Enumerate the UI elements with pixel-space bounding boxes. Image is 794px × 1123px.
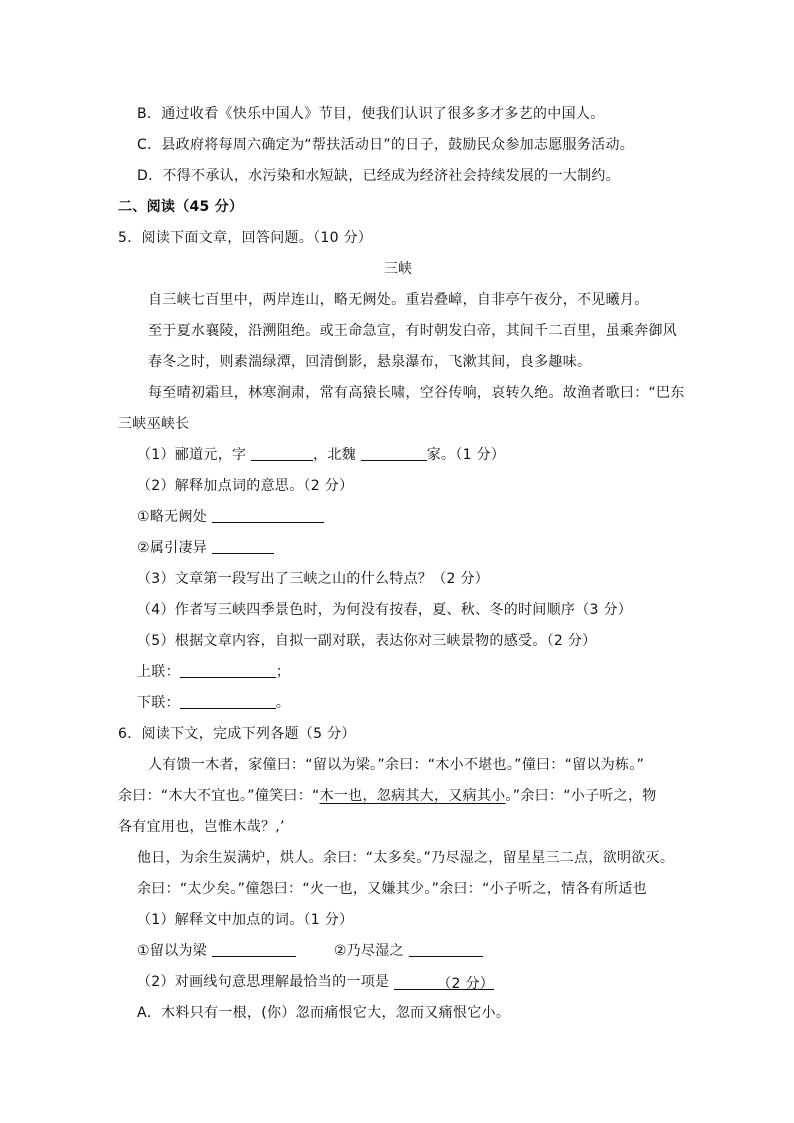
passage2-line-5: 余曰：“太少矣。”僮怨曰：“火一也，又嫌其少。”余曰：“小子听之，情各有所适也 (137, 881, 647, 897)
section-heading: 二、阅读（45 分） (118, 199, 244, 215)
question-6-prompt: 6．阅读下文，完成下列各题（5 分） (118, 726, 356, 742)
question-6-2 (137, 973, 494, 991)
couplet-lower-end: 。 (275, 695, 291, 711)
couplet-lower (137, 694, 290, 712)
passage-paragraph-2b: 春冬之时，则素湍绿潭，回清倒影，悬泉瀑布，飞漱其间，良多趣味。 (148, 354, 592, 370)
option-a: A．木料只有一根，(你）忽而痛恨它大，忽而又痛恨它小。 (137, 1005, 511, 1021)
q5-1-text-c: 家。（1 分） (426, 447, 506, 463)
passage2-line-2 (118, 787, 657, 805)
question-5-2: （2）解释加点词的意思。（2 分） (137, 478, 354, 494)
couplet-upper-label: 上联： (137, 664, 180, 680)
underlined-sentence: 木一也，忽病其大，又病其小 (319, 788, 506, 804)
passage2-line-4: 他日，为余生炭满炉，烘人。余曰：“太多矣。”乃尽湿之，留星星三二点，欲明欲灭。 (137, 850, 675, 866)
passage2-line-2-b: 。”余曰：“小子听之，物 (505, 788, 657, 804)
question-5-5: （5）根据文章内容，自拟一副对联，表达你对三峡景物的感受。（2 分） (137, 633, 597, 649)
option-c: C．县政府将每周六确定为“帮扶活动日”的日子，鼓励民众参加志愿服务活动。 (137, 137, 635, 153)
answer-blank-6-2[interactable] (394, 975, 494, 990)
q5-2-1-text: ①略无阙处 (137, 509, 212, 525)
answer-blank-identity[interactable] (361, 446, 427, 461)
answer-blank-6-1-2[interactable] (409, 942, 483, 957)
question-5-2-item-2 (137, 539, 274, 557)
q5-1-text-b: ，北魏 (313, 447, 361, 463)
q6-2-score: （2 分） (437, 976, 495, 992)
answer-blank-6-1-1[interactable] (212, 942, 296, 957)
couplet-lower-label: 下联： (137, 695, 180, 711)
answer-blank-lower[interactable] (180, 694, 276, 709)
q6-1-2-text: ②乃尽湿之 (333, 943, 409, 959)
passage-title: 三峡 (384, 261, 412, 277)
answer-blank-upper[interactable] (180, 663, 276, 678)
couplet-upper-end: ； (275, 664, 291, 680)
q6-2-text: （2）对画线句意思理解最恰当的一项是 (137, 974, 395, 990)
couplet-upper (137, 663, 290, 681)
answer-blank-5-2-1[interactable] (212, 508, 324, 523)
question-5-2-item-1 (137, 508, 324, 526)
passage2-line-2-a: 余曰：“木大不宜也。”僮笑曰：“ (118, 788, 320, 804)
question-5-3: （3）文章第一段写出了三峡之山的什么特点？（2 分） (137, 571, 490, 587)
question-6-1-items (137, 942, 483, 960)
q5-2-2-text: ②属引凄异 (137, 540, 212, 556)
question-5-4: （4）作者写三峡四季景色时，为何没有按春，夏、秋、冬的时间顺序（3 分） (137, 602, 633, 618)
option-b: B．通过收看《快乐中国人》节目，使我们认识了很多多才多艺的中国人。 (137, 106, 605, 122)
question-5-1 (137, 446, 505, 464)
passage-paragraph-2a: 至于夏水襄陵，沿溯阻绝。或王命急宣，有时朝发白帝，其间千二百里，虽乘奔御风 (148, 323, 678, 339)
answer-blank-zi[interactable] (251, 446, 313, 461)
question-6-1: （1）解释文中加点的词。（1 分） (137, 912, 354, 928)
passage2-line-3: 各有宜用也，岂惟木哉？,’ (118, 819, 285, 835)
passage2-line-1: 人有馈一木者，家僮曰：“留以为梁。”余曰：“木小不堪也。”僮曰：“留以为栋。” (148, 757, 645, 773)
q6-1-1-text: ①留以为梁 (137, 943, 212, 959)
passage-paragraph-3b: 三峡巫峡长 (118, 416, 190, 432)
passage-paragraph-3a: 每至晴初霜旦，林寒涧肃，常有高猿长啸，空谷传响，哀转久绝。故渔者歌曰：“巴东 (148, 385, 685, 401)
passage-paragraph-1: 自三峡七百里中，两岸连山，略无阙处。重岩叠嶂，自非亭午夜分，不见曦月。 (148, 292, 649, 308)
option-d: D．不得不承认，水污染和水短缺，已经成为经济社会持续发展的一大制约。 (137, 168, 620, 184)
question-5-prompt: 5．阅读下面文章，回答问题。（10 分） (118, 230, 373, 246)
q5-1-text: （1）郦道元，字 (137, 447, 252, 463)
answer-blank-5-2-2[interactable] (212, 539, 274, 554)
